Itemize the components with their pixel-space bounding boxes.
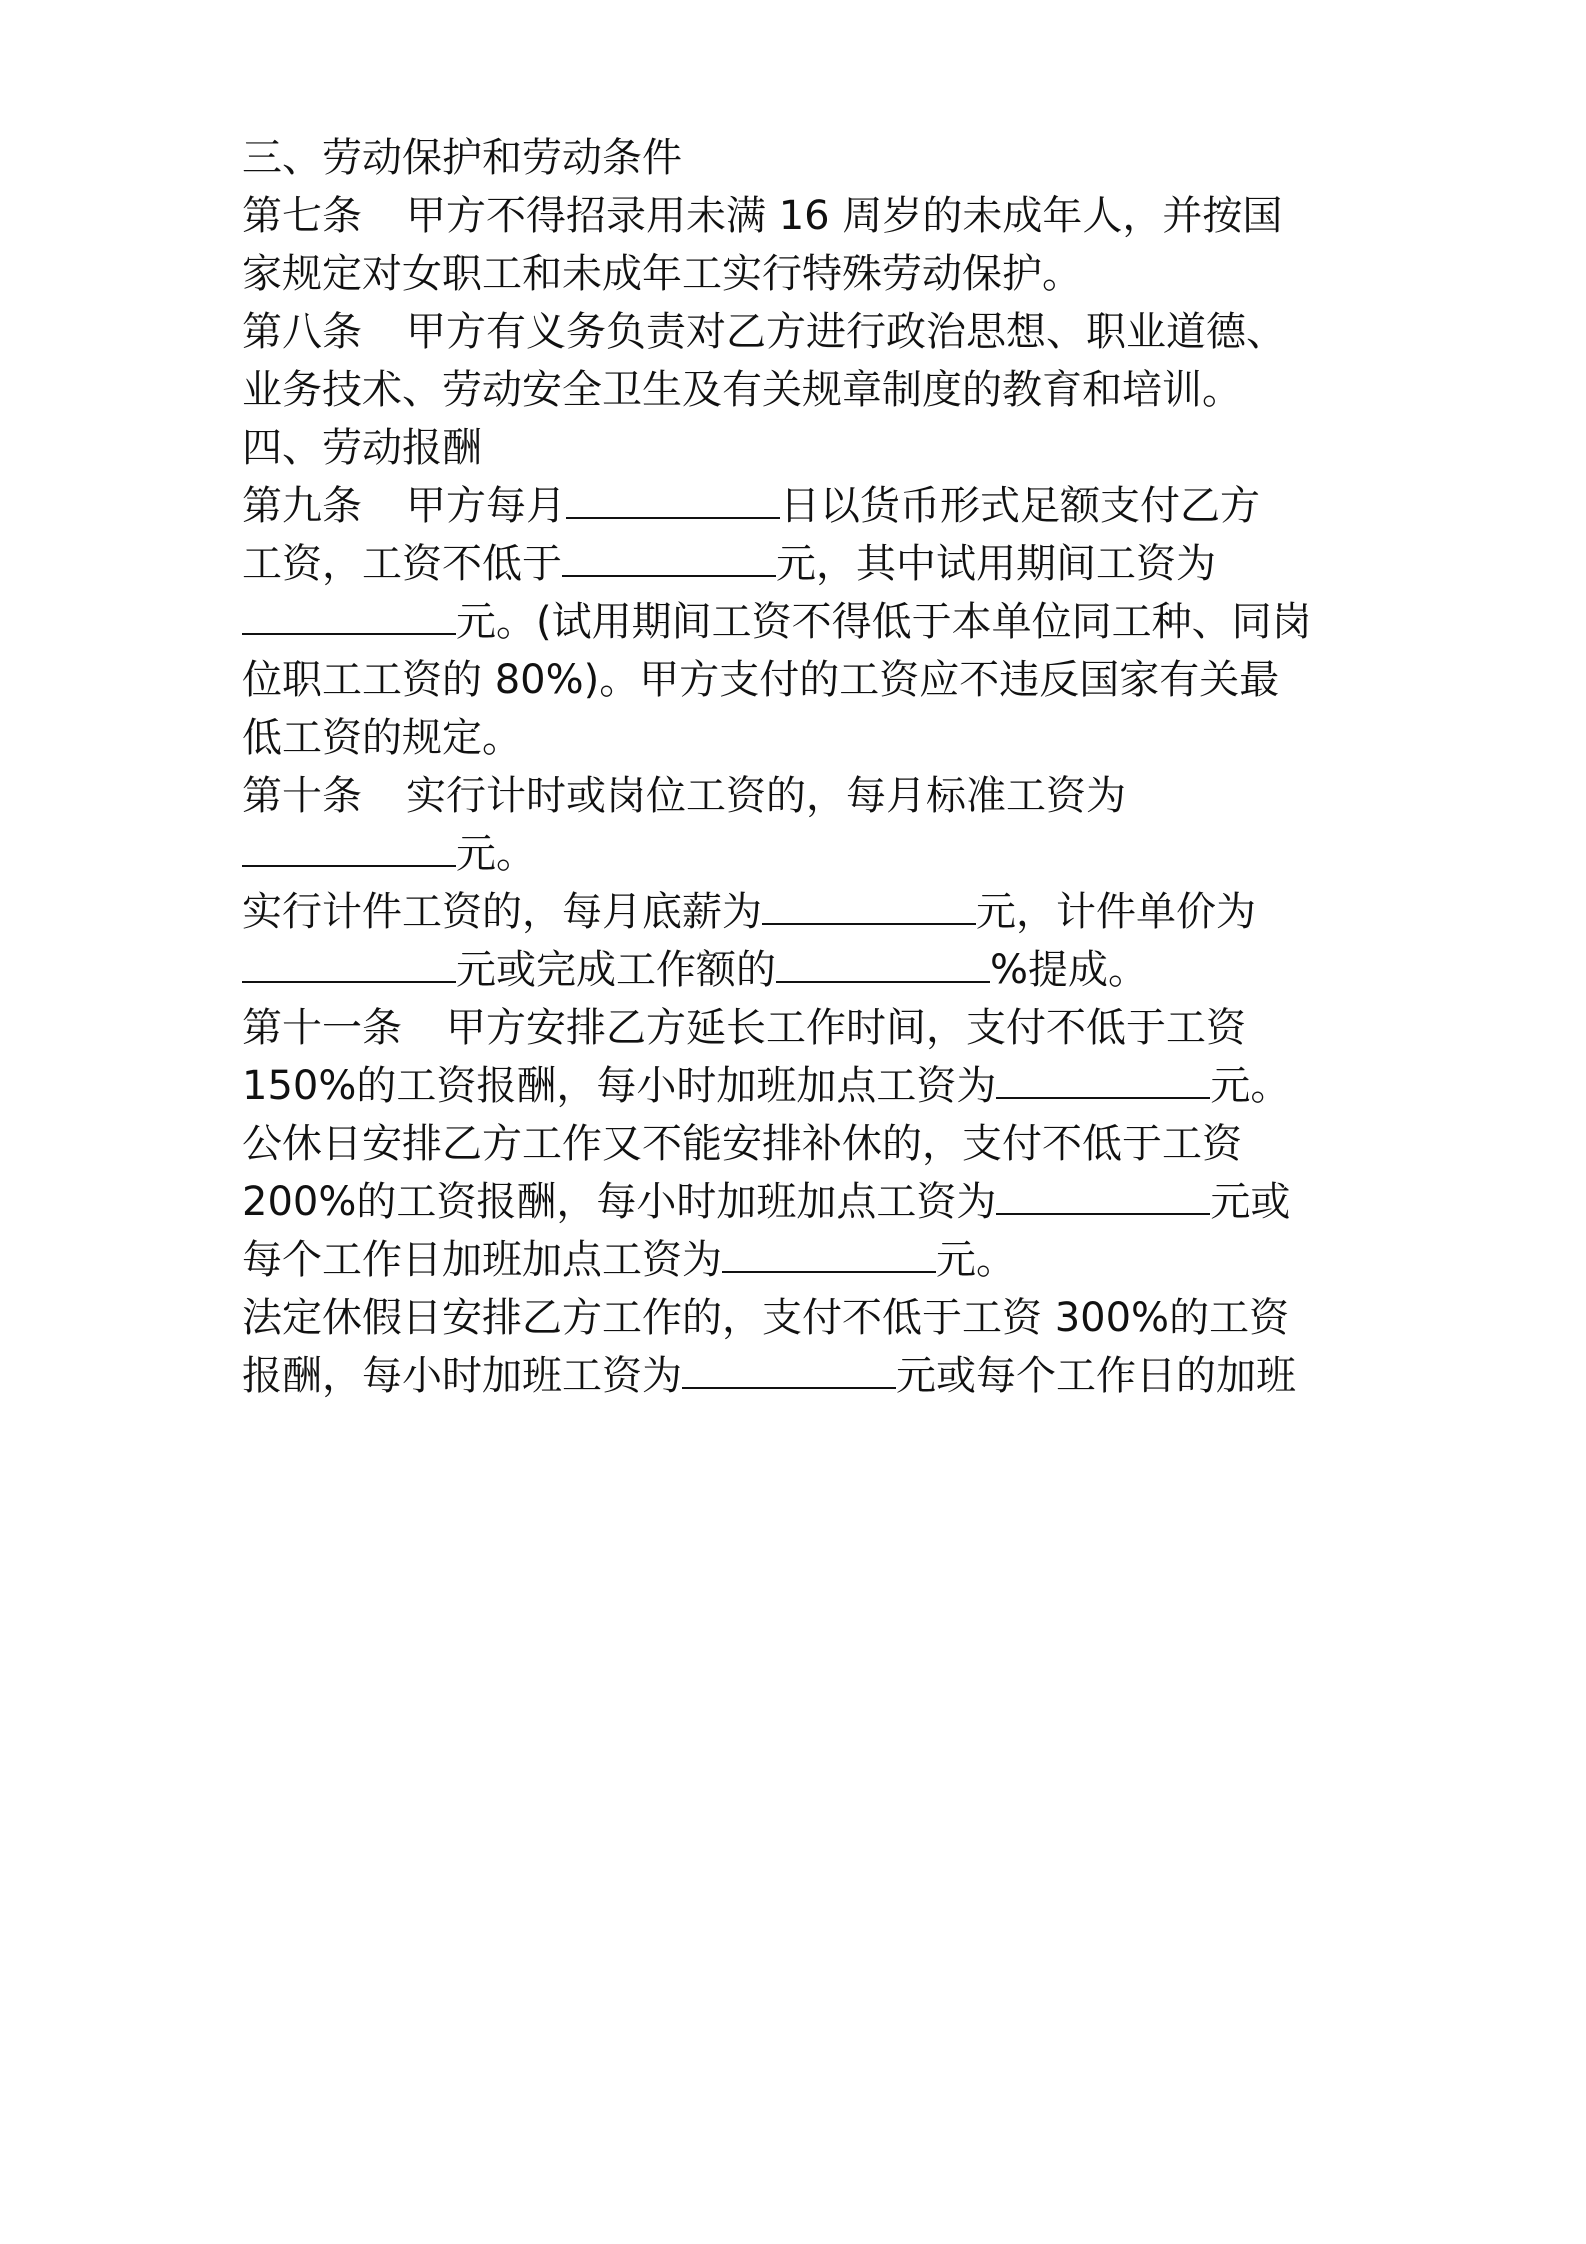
holiday-line-2	[242, 1334, 1362, 1418]
article-11-text: 甲方安排乙方延长工作时间，支付不低于工资	[446, 1005, 1246, 1051]
standard-wage-blank[interactable]	[242, 835, 456, 867]
article-11-label: 第十一条	[242, 1005, 402, 1051]
rest-day-text-c: 每个工作日加班加点工资为	[242, 1237, 722, 1283]
article-9-text-c: 工资，工资不低于	[242, 541, 562, 587]
rest-day-hourly-blank[interactable]	[996, 1183, 1210, 1215]
holiday-hourly-blank[interactable]	[682, 1357, 896, 1389]
min-wage-blank[interactable]	[562, 545, 776, 577]
rest-day-text-a: 200%的工资报酬，每小时加班加点工资为	[242, 1179, 997, 1225]
commission-blank[interactable]	[776, 951, 990, 983]
section-3-title: 三、劳动保护和劳动条件	[242, 135, 682, 181]
section-4-title: 四、劳动报酬	[242, 425, 482, 471]
holiday-text-a: 报酬，每小时加班工资为	[242, 1353, 682, 1399]
piece-wage-text-b: 元，计件单价为	[976, 889, 1256, 935]
rest-day-text: 公休日安排乙方工作又不能安排补休的，支付不低于工资	[242, 1121, 1242, 1167]
probation-wage-blank[interactable]	[242, 603, 456, 635]
piece-wage-text-c: 元或完成工作额的	[456, 947, 776, 993]
article-10-text-cont: 元。	[456, 831, 536, 877]
article-9-label: 第九条	[242, 483, 362, 529]
article-7-label: 第七条	[242, 193, 362, 239]
article-9-text-g: 低工资的规定。	[242, 715, 522, 761]
article-11-text-b: 元。	[1210, 1063, 1291, 1109]
article-9-text-b: 日以货币形式足额支付乙方	[780, 483, 1260, 529]
article-7-text: 甲方不得招录用未满 16 周岁的未成年人，并按国	[406, 193, 1283, 239]
article-8-label: 第八条	[242, 309, 362, 355]
holiday-text: 法定休假日安排乙方工作的，支付不低于工资 300%的工资	[242, 1295, 1290, 1341]
piece-wage-text-d: %提成。	[990, 947, 1149, 993]
payday-blank[interactable]	[566, 487, 780, 519]
article-10-text: 实行计时或岗位工资的，每月标准工资为	[406, 773, 1126, 819]
article-8-text: 甲方有义务负责对乙方进行政治思想、职业道德、	[406, 309, 1286, 355]
rest-day-text-d: 元。	[936, 1237, 1016, 1283]
article-9-text-f: 位职工工资的 80%)。甲方支付的工资应不违反国家有关最	[242, 657, 1280, 703]
rest-day-daily-blank[interactable]	[722, 1241, 936, 1273]
holiday-text-b: 元或每个工作日的加班	[896, 1353, 1296, 1399]
article-10-label: 第十条	[242, 773, 362, 819]
article-9-text-e: 元。(试用期间工资不得低于本单位同工种、同岗	[456, 599, 1312, 645]
article-9-text-d: 元，其中试用期间工资为	[776, 541, 1216, 587]
article-11-text-a: 150%的工资报酬，每小时加班加点工资为	[242, 1063, 997, 1109]
piece-rate-blank[interactable]	[242, 951, 456, 983]
article-7-text-cont: 家规定对女职工和未成年工实行特殊劳动保护。	[242, 251, 1082, 297]
base-salary-blank[interactable]	[762, 893, 976, 925]
rest-day-text-b: 元或	[1210, 1179, 1291, 1225]
overtime-hourly-blank[interactable]	[996, 1067, 1210, 1099]
article-9-text-a: 甲方每月	[406, 483, 566, 529]
piece-wage-text-a: 实行计件工资的，每月底薪为	[242, 889, 762, 935]
article-8-text-cont: 业务技术、劳动安全卫生及有关规章制度的教育和培训。	[242, 367, 1242, 413]
